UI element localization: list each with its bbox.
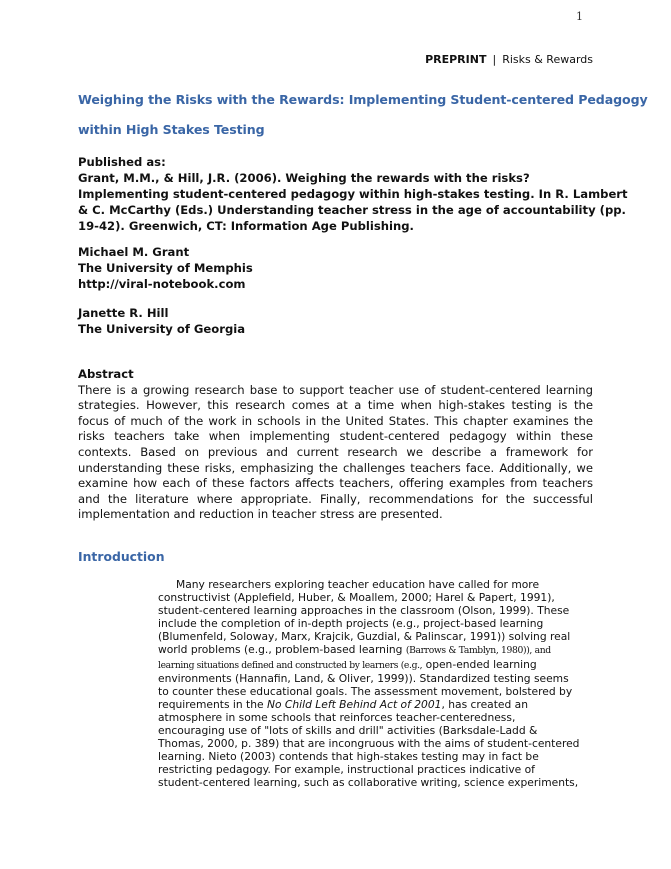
abstract-line: examine how each of these factors affects teachers, offering examples from teachers [78,476,593,491]
line-segment: open-ended learning [422,657,537,671]
italic-act-title: No Child Left Behind Act of 2001 [267,697,442,711]
paragraph-line: to counter these educational goals. The assessment movement, bolstered by [158,684,573,698]
running-title: Risks & Rewards [502,53,593,66]
abstract-line: contexts. Based on previous and current research we describe a framework for [78,444,593,459]
published-as-label: Published as: [78,155,166,169]
author-name: Michael M. Grant [78,245,190,259]
citation-serif-segment: (Barrows & Tamblyn, 1980)), and [405,645,551,657]
abstract-line: strategies. However, this research comes at a time when high-stakes testing is the [78,398,593,413]
header-separator: | [492,53,497,66]
paragraph-line: include the completion of in-depth projects (e.g., project-based learning [158,617,544,631]
paragraph-line: encouraging use of "lots of skills and drill" activities (Barksdale-Ladd & [158,724,538,738]
abstract-heading: Abstract [78,367,134,381]
running-header [425,53,593,67]
citation-line: & C. McCarthy (Eds.) Understanding teacher stress in the age of accountability (pp. [78,203,626,217]
citation-line: Grant, M.M., & Hill, J.R. (2006). Weighing the rewards with the risks? [78,171,530,185]
line-segment: world problems (e.g., problem-based learning [158,643,406,657]
paragraph-line [158,643,598,657]
abstract-section [78,367,593,523]
author-block-hill [78,305,598,337]
abstract-line: understanding these risks, emphasizing the challenges teachers face. Additionally, we [78,460,593,475]
paragraph-line: restricting pedagogy. For example, instructional practices indicative of [158,763,535,777]
page-number: 1 [576,10,583,23]
preprint-label: PREPRINT [425,53,487,66]
document-title-line-2: within High Stakes Testing [78,122,265,137]
paragraph-line [158,658,598,672]
author-affiliation: The University of Memphis [78,261,253,275]
author-name: Janette R. Hill [78,306,169,320]
paragraph-line [158,698,598,711]
abstract-line: and the literature where appropriate. Finally, recommendations for the successful [78,491,593,506]
abstract-line: focus of much of the work in schools in the United States. This chapter examines the [78,413,593,428]
paragraph-line: Many researchers exploring teacher education have called for more [176,578,540,591]
paragraph-line: constructivist (Applefield, Huber, & Moallem, 2000; Harel & Papert, 1991), [158,591,555,605]
publication-citation [78,154,628,234]
paragraph-line: student-centered learning, such as collaborative writing, science experiments, [158,776,579,790]
paragraph-line: learning. Nieto (2003) contends that high-stakes testing may in fact be [158,750,539,764]
author-affiliation: The University of Georgia [78,322,246,336]
paragraph-line: environments (Hannafin, Land, & Oliver, 1999)). Standardized testing seems [158,671,569,685]
abstract-line: There is a growing research base to support teacher use of student-centered learning [78,382,593,397]
introduction-paragraph [158,578,598,790]
abstract-line: risks teachers take when implementing student-centered pedagogy within these [78,429,593,444]
introduction-heading: Introduction [78,549,165,564]
paragraph-line: (Blumenfeld, Soloway, Marx, Krajcik, Guzdial, & Palinscar, 1991)) solving real [158,630,571,644]
citation-line: Implementing student-centered pedagogy within high-stakes testing. In R. Lambert [78,187,628,201]
line-segment: , has created an [441,697,528,711]
line-segment: requirements in the [158,697,267,711]
abstract-line: implementation and reduction in teacher stress are presented. [78,507,443,522]
paragraph-line: Thomas, 2000, p. 389) that are incongruous with the aims of student-centered [158,737,580,751]
document-title-line-1: Weighing the Risks with the Rewards: Implementing Student-centered Pedagogy [78,92,648,107]
paragraph-line: atmosphere in some schools that reinforces teacher-centeredness, [158,710,516,724]
paragraph-line: student-centered learning approaches in the classroom (Olson, 1999). These [158,604,570,618]
citation-line: 19-42). Greenwich, CT: Information Age Publishing. [78,219,414,233]
author-website-link[interactable]: http://viral-notebook.com [78,277,246,291]
citation-serif-segment: learning situations defined and constructed by learners (e.g., [158,659,423,671]
author-block-grant [78,244,598,292]
